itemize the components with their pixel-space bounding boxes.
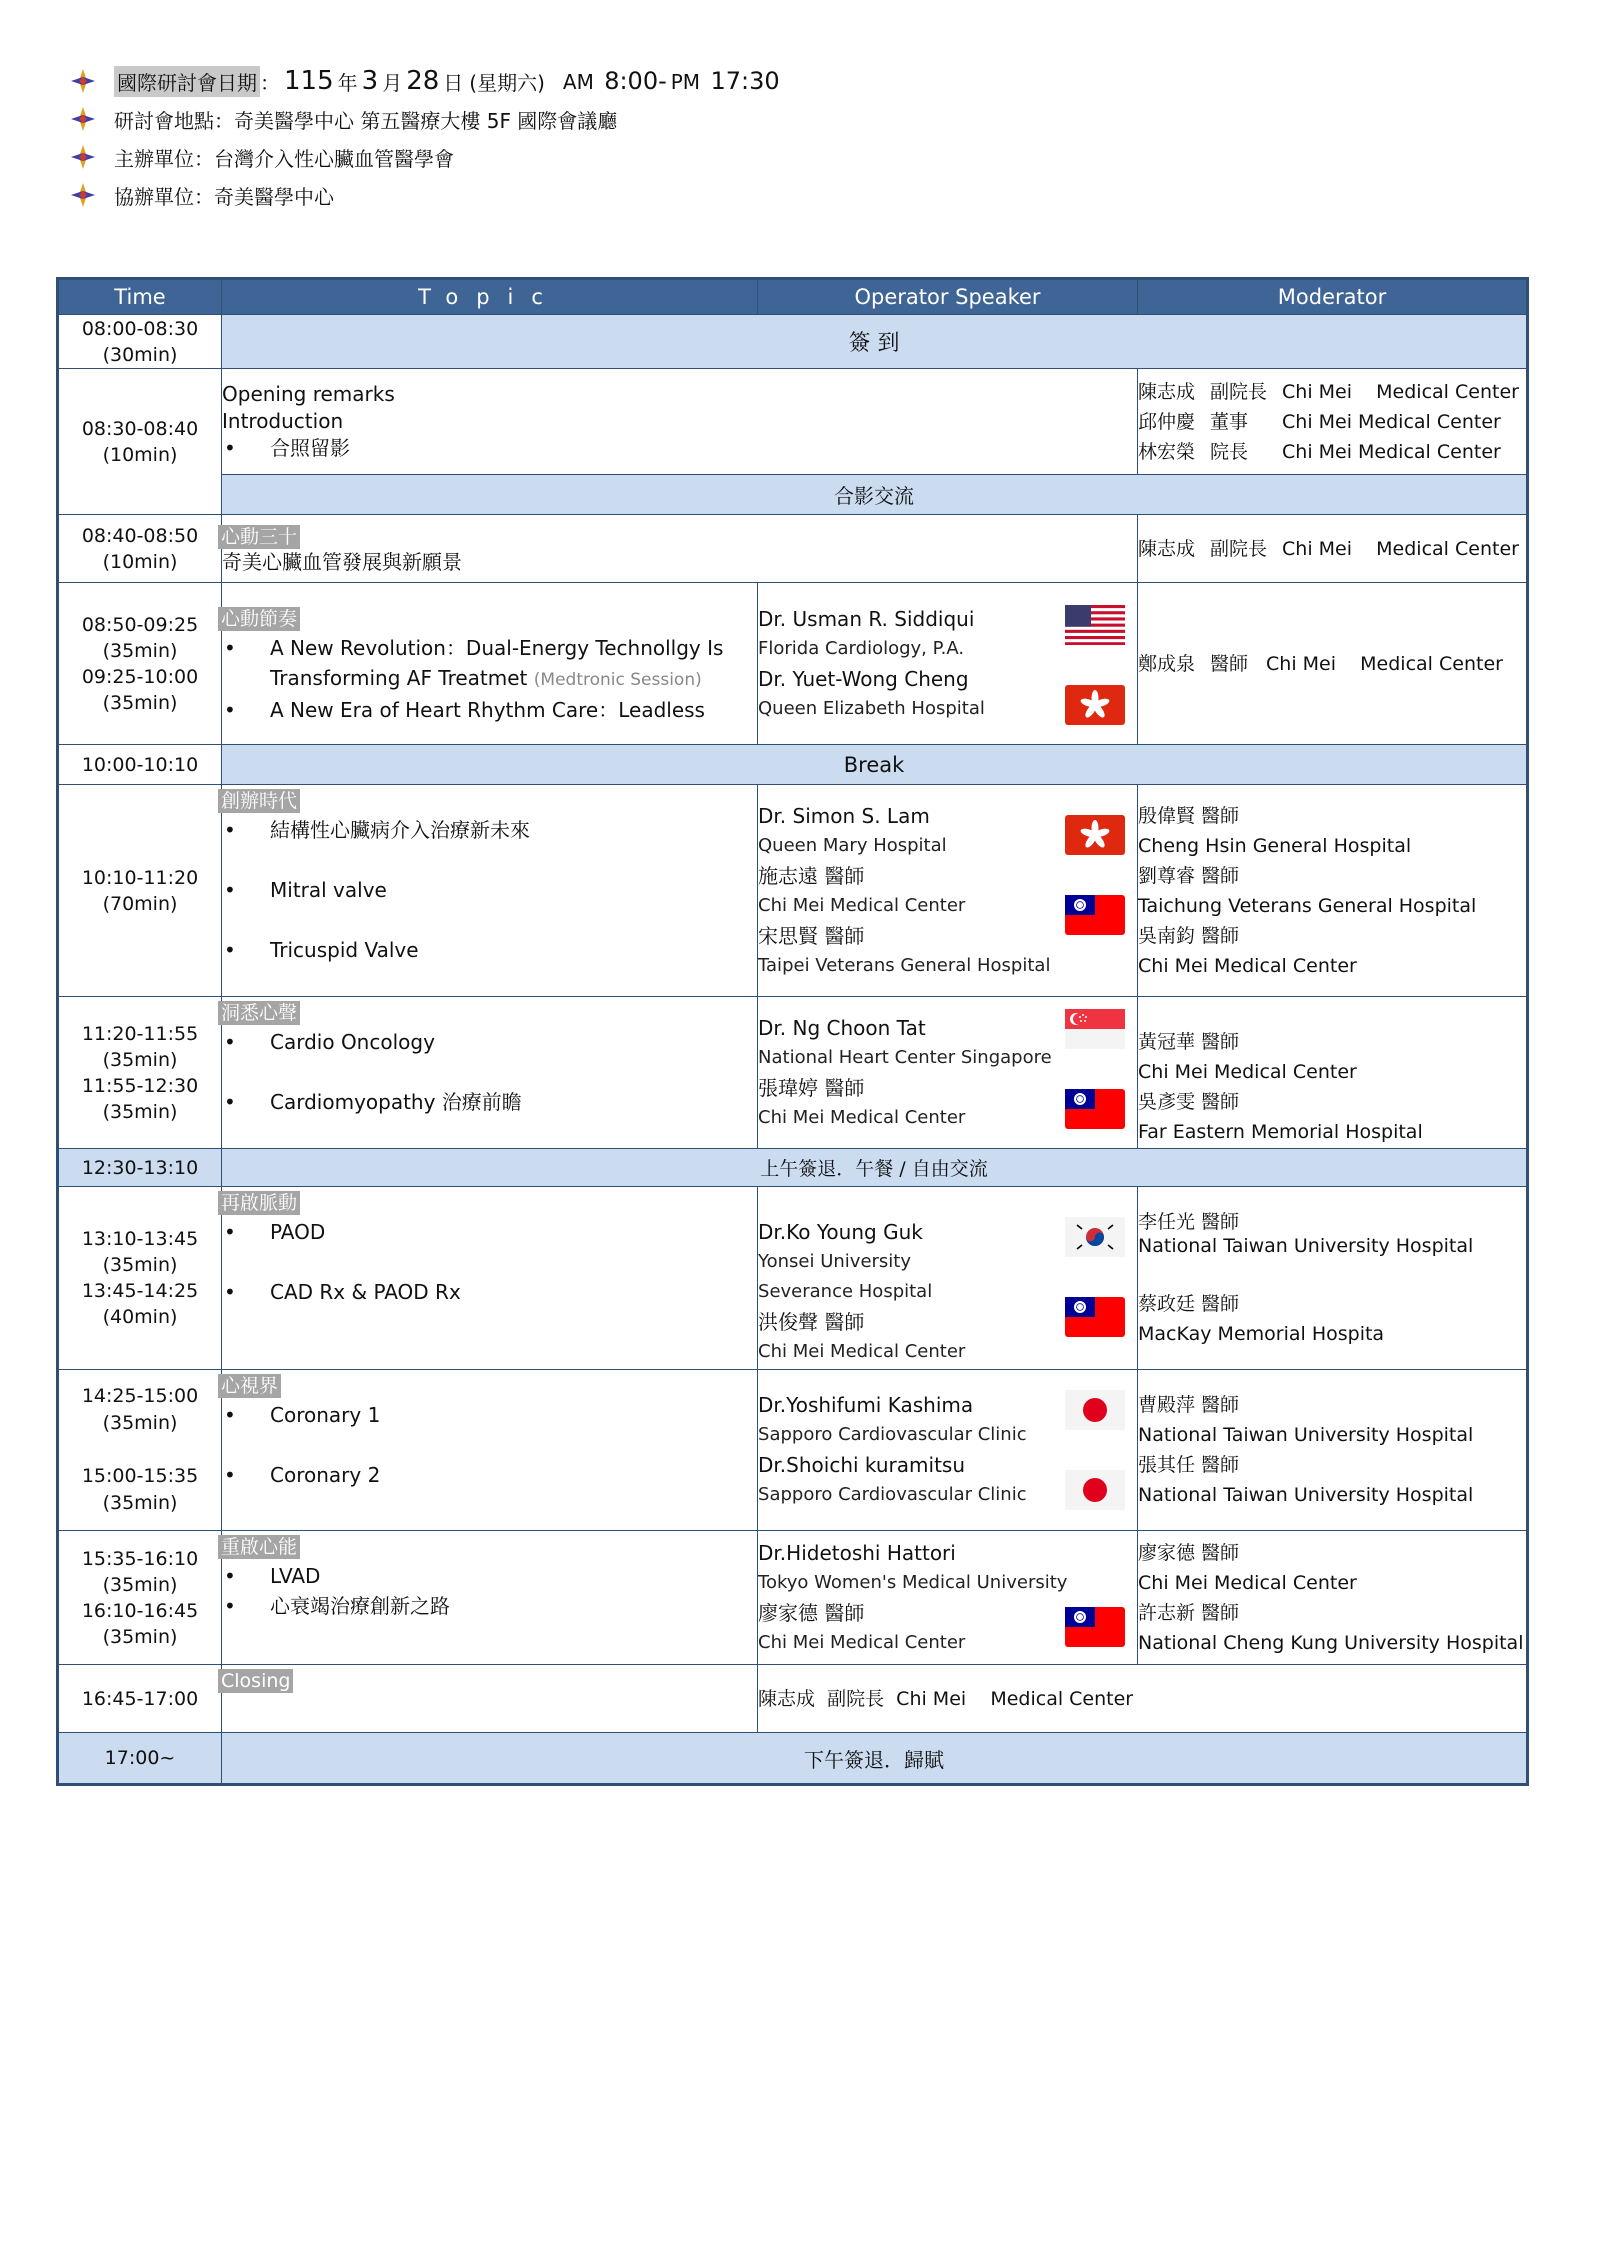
topic-title: 奇美心臟血管發展與新願景 bbox=[222, 549, 462, 574]
time-range bbox=[563, 67, 784, 95]
table-row bbox=[58, 1665, 1528, 1733]
japan-flag-icon bbox=[1065, 1390, 1125, 1430]
time-range: 08:30-08:40 bbox=[81, 417, 199, 440]
moderator-name: 張其任 醫師 bbox=[1138, 1454, 1240, 1476]
date-month: 3 bbox=[361, 66, 379, 96]
list-item bbox=[222, 815, 757, 845]
table-row bbox=[58, 475, 1528, 515]
speaker-affiliation: Sapporo Cardiovascular Clinic bbox=[758, 1484, 1027, 1505]
list-item bbox=[222, 1591, 757, 1621]
table-header-row bbox=[58, 279, 1528, 315]
item-text: A New Revolution：Dual-Energy Technollgy Is bbox=[270, 635, 724, 660]
duration: (30min) bbox=[102, 343, 178, 366]
taiwan-flag-icon bbox=[1065, 1089, 1125, 1129]
table-row bbox=[58, 785, 1528, 997]
table-row bbox=[58, 583, 1528, 745]
time-range: 15:00-15:35 bbox=[81, 1465, 199, 1487]
moderator-org: Chi Mei Medical Center bbox=[1282, 440, 1501, 463]
organizer-line bbox=[70, 138, 784, 176]
item-text: Coronary 1 bbox=[270, 1403, 381, 1427]
moderator-name: 曹殿萍 醫師 bbox=[1138, 1394, 1240, 1416]
list-item bbox=[222, 1460, 757, 1490]
item-text: Tricuspid Valve bbox=[270, 938, 419, 962]
japan-flag-icon bbox=[1065, 1470, 1125, 1510]
moderator-role: 院長 bbox=[1210, 440, 1249, 463]
list-item bbox=[222, 633, 753, 663]
moderator-org: Far Eastern Memorial Hospital bbox=[1138, 1120, 1423, 1143]
speaker-affiliation: Tokyo Women's Medical University bbox=[758, 1571, 1068, 1593]
time-range: 13:45-14:25 bbox=[81, 1280, 199, 1302]
table-row bbox=[58, 745, 1528, 785]
moderator-org: National Taiwan University Hospital bbox=[1138, 1424, 1474, 1446]
taiwan-flag-icon bbox=[1065, 1607, 1125, 1647]
table-row bbox=[58, 1531, 1528, 1665]
moderator-name: 李任光 醫師 bbox=[1138, 1211, 1240, 1233]
moderator-cell bbox=[1138, 1370, 1528, 1531]
duration: (35min) bbox=[102, 1100, 178, 1123]
schedule-table bbox=[56, 277, 1529, 1786]
speaker-affiliation: National Heart Center Singapore bbox=[758, 1046, 1052, 1068]
time-range: 11:20-11:55 bbox=[81, 1022, 199, 1045]
taiwan-flag-icon bbox=[1065, 895, 1125, 935]
table-row bbox=[58, 1733, 1528, 1785]
moderator-role: 副院長 bbox=[1210, 380, 1268, 403]
moderator-name: 陳志成 bbox=[1138, 380, 1196, 403]
diamond-bullet-icon bbox=[70, 144, 96, 170]
date-year: 115 bbox=[284, 66, 334, 96]
table-row bbox=[58, 1187, 1528, 1370]
taiwan-flag-icon bbox=[1065, 1297, 1125, 1337]
time-pm: PM bbox=[670, 70, 701, 94]
moderator-entry bbox=[1138, 407, 1526, 437]
organizer-text: 主辦單位：台灣介入性心臟血管醫學會 bbox=[114, 146, 454, 171]
moderator-entry bbox=[1138, 437, 1526, 467]
session-tag: 心視界 bbox=[218, 1374, 281, 1398]
bullet: • bbox=[224, 635, 236, 660]
speaker-affiliation: Chi Mei Medical Center bbox=[758, 894, 966, 916]
moderator-cell bbox=[1138, 515, 1528, 583]
topic-cell bbox=[222, 785, 758, 997]
time-cell: 16:45-17:00 bbox=[58, 1665, 222, 1733]
topic-cell bbox=[222, 515, 1138, 583]
table-row bbox=[58, 369, 1528, 475]
speaker-affiliation: Queen Elizabeth Hospital bbox=[758, 697, 985, 719]
speaker-affiliation: Sapporo Cardiovascular Clinic bbox=[758, 1424, 1027, 1445]
session-tag: Closing bbox=[218, 1669, 293, 1693]
moderator-role: 副院長 bbox=[1210, 537, 1268, 560]
speaker-name: 張瑋婷 醫師 bbox=[758, 1075, 865, 1100]
time-range: 08:50-09:25 bbox=[81, 613, 199, 636]
item-text: 結構性心臟病介入治療新未來 bbox=[270, 818, 530, 842]
time-end: 17:30 bbox=[710, 67, 780, 95]
co-organizer-line bbox=[70, 176, 784, 214]
table-row bbox=[58, 515, 1528, 583]
time-start: 8:00- bbox=[604, 67, 667, 95]
list-item bbox=[222, 1561, 757, 1591]
time-range: 08:00-08:30 bbox=[81, 317, 199, 340]
time-cell: 12:30-13:10 bbox=[58, 1149, 222, 1187]
item-text: Transforming AF Treatmet bbox=[270, 665, 528, 690]
date-day: 28 bbox=[406, 66, 440, 96]
session-tag: 心動三十 bbox=[218, 525, 300, 549]
moderator-name: 吳彥雯 醫師 bbox=[1138, 1090, 1240, 1113]
diamond-bullet-icon bbox=[70, 106, 96, 132]
speaker-name: Dr.Yoshifumi Kashima bbox=[758, 1393, 974, 1417]
bullet: • bbox=[224, 1030, 236, 1054]
bullet: • bbox=[224, 818, 236, 842]
session-tag: 心動節奏 bbox=[218, 607, 300, 631]
time-cell bbox=[58, 1370, 222, 1531]
hong-kong-flag-icon bbox=[1065, 685, 1125, 725]
moderator-name: 黃冠華 醫師 bbox=[1138, 1030, 1240, 1053]
bullet: • bbox=[224, 1463, 236, 1487]
date-label: 國際研討會日期 bbox=[114, 66, 260, 97]
table-row bbox=[58, 1370, 1528, 1531]
moderator-entry bbox=[1138, 649, 1526, 679]
date-day-unit: 日 bbox=[443, 70, 464, 95]
duration: (10min) bbox=[102, 443, 178, 466]
topic-cell bbox=[222, 1665, 758, 1733]
speaker-name: 施志遠 醫師 bbox=[758, 863, 865, 888]
speaker-affiliation: Chi Mei Medical Center bbox=[758, 1341, 966, 1362]
co-organizer-text: 協辦單位：奇美醫學中心 bbox=[114, 184, 334, 209]
diamond-bullet-icon bbox=[70, 182, 96, 208]
topic-line: Opening remarks bbox=[222, 382, 395, 406]
time-cell bbox=[58, 315, 222, 369]
bullet: • bbox=[224, 697, 236, 722]
time-range: 10:10-11:20 bbox=[81, 866, 199, 889]
event-info bbox=[70, 62, 784, 214]
moderator-role: 董事 bbox=[1210, 410, 1249, 433]
moderator-name: 蔡政廷 醫師 bbox=[1138, 1293, 1240, 1315]
bullet: • bbox=[224, 436, 236, 460]
topic-cell bbox=[222, 1531, 758, 1665]
item-text: PAOD bbox=[270, 1220, 326, 1244]
speaker-affiliation: Chi Mei Medical Center bbox=[758, 1106, 966, 1128]
list-item bbox=[222, 695, 753, 725]
moderator-org: Chi Mei Medical Center bbox=[1266, 652, 1503, 675]
speaker-cell bbox=[758, 1370, 1138, 1531]
band-cell: 簽 到 bbox=[222, 315, 1528, 369]
bullet: • bbox=[224, 1564, 236, 1588]
item-text: CAD Rx & PAOD Rx bbox=[270, 1280, 461, 1304]
list-item bbox=[222, 1087, 757, 1117]
time-range: 15:35-16:10 bbox=[81, 1547, 199, 1570]
speaker-name: 廖家德 醫師 bbox=[758, 1600, 865, 1625]
moderator-org: National Taiwan University Hospital bbox=[1138, 1235, 1474, 1257]
item-text: A New Era of Heart Rhythm Care：Leadless bbox=[270, 697, 705, 722]
time-range: 16:10-16:45 bbox=[81, 1599, 199, 1622]
duration: (10min) bbox=[102, 550, 178, 573]
moderator-cell bbox=[1138, 997, 1528, 1149]
moderator-org: Chi Mei Medical Center bbox=[1138, 1571, 1357, 1594]
speaker-affiliation: Florida Cardiology, P.A. bbox=[758, 637, 965, 659]
time-am: AM bbox=[562, 70, 594, 94]
speaker-affiliation: Queen Mary Hospital bbox=[758, 834, 947, 856]
venue-text: 研討會地點：奇美醫學中心 第五醫療大樓 5F 國際會議廳 bbox=[114, 108, 618, 133]
item-text: Mitral valve bbox=[270, 878, 387, 902]
date-line bbox=[70, 62, 784, 100]
list-item bbox=[222, 1027, 757, 1057]
band-cell: 合影交流 bbox=[222, 475, 1528, 515]
speaker-cell bbox=[758, 1187, 1138, 1370]
moderator-entry bbox=[1138, 534, 1526, 564]
item-subtitle: (Medtronic Session) bbox=[533, 669, 702, 690]
moderator-cell bbox=[1138, 1187, 1528, 1370]
moderator-name: 邱仲慶 bbox=[1138, 410, 1196, 433]
list-item bbox=[222, 1277, 757, 1307]
moderator-name: 鄭成泉 bbox=[1138, 652, 1196, 675]
moderator-cell bbox=[1138, 369, 1528, 475]
speaker-cell bbox=[758, 997, 1138, 1149]
topic-line: Introduction bbox=[222, 409, 344, 433]
item-text: LVAD bbox=[270, 1564, 321, 1588]
time-cell: 10:00-10:10 bbox=[58, 745, 222, 785]
time-cell: 17:00~ bbox=[58, 1733, 222, 1785]
venue-line bbox=[70, 100, 784, 138]
bullet: • bbox=[224, 878, 236, 902]
speaker-name: Dr.Shoichi kuramitsu bbox=[758, 1453, 966, 1477]
speaker-affiliation: Taipei Veterans General Hospital bbox=[758, 954, 1051, 976]
session-tag: 創辦時代 bbox=[218, 789, 300, 813]
date-month-unit: 月 bbox=[382, 70, 403, 95]
time-cell bbox=[58, 583, 222, 745]
item-text: 合照留影 bbox=[270, 436, 350, 460]
item-text: Cardio Oncology bbox=[270, 1030, 435, 1054]
bullet: • bbox=[224, 1594, 236, 1618]
speaker-affiliation: Yonsei University bbox=[758, 1251, 912, 1272]
item-text: Coronary 2 bbox=[270, 1463, 381, 1487]
moderator-name: 劉尊睿 醫師 bbox=[1138, 864, 1240, 887]
moderator-org: Cheng Hsin General Hospital bbox=[1138, 834, 1412, 857]
bullet: • bbox=[224, 1280, 236, 1304]
speaker-cell: 陳志成 副院長 Chi Mei Medical Center bbox=[758, 1665, 1528, 1733]
table-row bbox=[58, 997, 1528, 1149]
moderator-org: National Taiwan University Hospital bbox=[1138, 1484, 1474, 1506]
singapore-flag-icon bbox=[1065, 1009, 1125, 1049]
moderator-org: Chi Mei Medical Center bbox=[1282, 537, 1519, 560]
item-text: 心衰竭治療創新之路 bbox=[270, 1594, 450, 1618]
col-header-speaker: Operator Speaker bbox=[758, 279, 1138, 315]
topic-cell bbox=[222, 1370, 758, 1531]
time-cell bbox=[58, 369, 222, 515]
moderator-org: Chi Mei Medical Center bbox=[1282, 410, 1501, 433]
speaker-name: Dr. Usman R. Siddiqui bbox=[758, 606, 975, 631]
moderator-cell bbox=[1138, 785, 1528, 997]
moderator-name: 廖家德 醫師 bbox=[1138, 1541, 1240, 1564]
time-cell bbox=[58, 1187, 222, 1370]
list-item bbox=[222, 1400, 757, 1430]
korea-flag-icon bbox=[1065, 1217, 1125, 1257]
diamond-bullet-icon bbox=[70, 68, 96, 94]
col-header-time: Time bbox=[58, 279, 222, 315]
band-cell: Break bbox=[222, 745, 1528, 785]
list-item bbox=[222, 935, 757, 965]
band-cell: 上午簽退．午餐 / 自由交流 bbox=[222, 1149, 1528, 1187]
speaker-name: Dr.Hidetoshi Hattori bbox=[758, 1540, 956, 1565]
session-tag: 重啟心能 bbox=[218, 1535, 300, 1559]
moderator-org: MacKay Memorial Hospita bbox=[1138, 1323, 1385, 1345]
bullet: • bbox=[224, 1090, 236, 1114]
topic-cell bbox=[222, 583, 758, 745]
time-cell bbox=[58, 515, 222, 583]
topic-header-text: Topic bbox=[418, 285, 561, 309]
moderator-org: Chi Mei Medical Center bbox=[1138, 954, 1357, 977]
time-range: 11:55-12:30 bbox=[81, 1074, 199, 1097]
topic-cell bbox=[222, 997, 758, 1149]
time-range: 13:10-13:45 bbox=[81, 1228, 199, 1250]
speaker-cell bbox=[758, 583, 1138, 745]
hong-kong-flag-icon bbox=[1065, 815, 1125, 855]
col-header-moderator: Moderator bbox=[1138, 279, 1528, 315]
time-cell bbox=[58, 785, 222, 997]
time-range: 14:25-15:00 bbox=[81, 1385, 199, 1407]
col-header-topic bbox=[222, 279, 758, 315]
time-range: 08:40-08:50 bbox=[81, 524, 199, 547]
list-item bbox=[222, 435, 1137, 462]
speaker-affiliation: Severance Hospital bbox=[758, 1281, 933, 1302]
duration: (40min) bbox=[102, 1306, 178, 1328]
session-tag: 洞悉心聲 bbox=[218, 1001, 300, 1025]
duration: (35min) bbox=[102, 639, 178, 662]
speaker-name: Dr. Yuet-Wong Cheng bbox=[758, 666, 969, 691]
topic-cell bbox=[222, 1187, 758, 1370]
speaker-cell bbox=[758, 785, 1138, 997]
duration: (35min) bbox=[102, 1625, 178, 1648]
table-row bbox=[58, 1149, 1528, 1187]
duration: (35min) bbox=[102, 1048, 178, 1071]
moderator-org: Chi Mei Medical Center bbox=[1282, 380, 1519, 403]
list-item bbox=[222, 875, 757, 905]
table-row bbox=[58, 315, 1528, 369]
time-cell bbox=[58, 1531, 222, 1665]
moderator-entry bbox=[1138, 377, 1526, 407]
date-year-unit: 年 bbox=[337, 70, 358, 95]
moderator-name: 陳志成 bbox=[1138, 537, 1196, 560]
duration: (35min) bbox=[102, 1573, 178, 1596]
moderator-name: 許志新 醫師 bbox=[1138, 1601, 1240, 1624]
list-item bbox=[222, 663, 753, 695]
speaker-name: Dr. Simon S. Lam bbox=[758, 803, 930, 828]
speaker-name: 宋思賢 醫師 bbox=[758, 923, 865, 948]
item-text: Cardiomyopathy 治療前瞻 bbox=[270, 1090, 522, 1114]
band-cell: 下午簽退．歸賦 bbox=[222, 1733, 1528, 1785]
duration: (35min) bbox=[102, 1412, 178, 1434]
moderator-org: Chi Mei Medical Center bbox=[1138, 1060, 1357, 1083]
topic-cell bbox=[222, 369, 1138, 475]
moderator-org: Taichung Veterans General Hospital bbox=[1138, 894, 1477, 917]
weekday: (星期六) bbox=[469, 70, 545, 95]
moderator-name: 林宏榮 bbox=[1138, 440, 1196, 463]
duration: (35min) bbox=[102, 691, 178, 714]
bullet: • bbox=[224, 938, 236, 962]
moderator-cell bbox=[1138, 583, 1528, 745]
duration: (35min) bbox=[102, 1492, 178, 1514]
session-tag: 再啟脈動 bbox=[218, 1191, 300, 1215]
list-item bbox=[222, 1217, 757, 1247]
bullet: • bbox=[224, 1403, 236, 1427]
speaker-name: Dr.Ko Young Guk bbox=[758, 1220, 923, 1244]
duration: (35min) bbox=[102, 1254, 178, 1276]
moderator-name: 殷偉賢 醫師 bbox=[1138, 804, 1240, 827]
moderator-org: National Cheng Kung University Hospital bbox=[1138, 1631, 1524, 1654]
bullet: • bbox=[224, 1220, 236, 1244]
moderator-cell bbox=[1138, 1531, 1528, 1665]
speaker-name: 洪俊聲 醫師 bbox=[758, 1310, 865, 1334]
speaker-cell bbox=[758, 1531, 1138, 1665]
duration: (70min) bbox=[102, 892, 178, 915]
usa-flag-icon bbox=[1065, 605, 1125, 645]
moderator-name: 吳南鈞 醫師 bbox=[1138, 924, 1240, 947]
time-cell bbox=[58, 997, 222, 1149]
speaker-affiliation: Chi Mei Medical Center bbox=[758, 1631, 966, 1653]
colon: ： bbox=[260, 70, 280, 95]
speaker-name: Dr. Ng Choon Tat bbox=[758, 1015, 926, 1040]
moderator-role: 醫師 bbox=[1210, 652, 1249, 675]
time-range: 09:25-10:00 bbox=[81, 665, 199, 688]
